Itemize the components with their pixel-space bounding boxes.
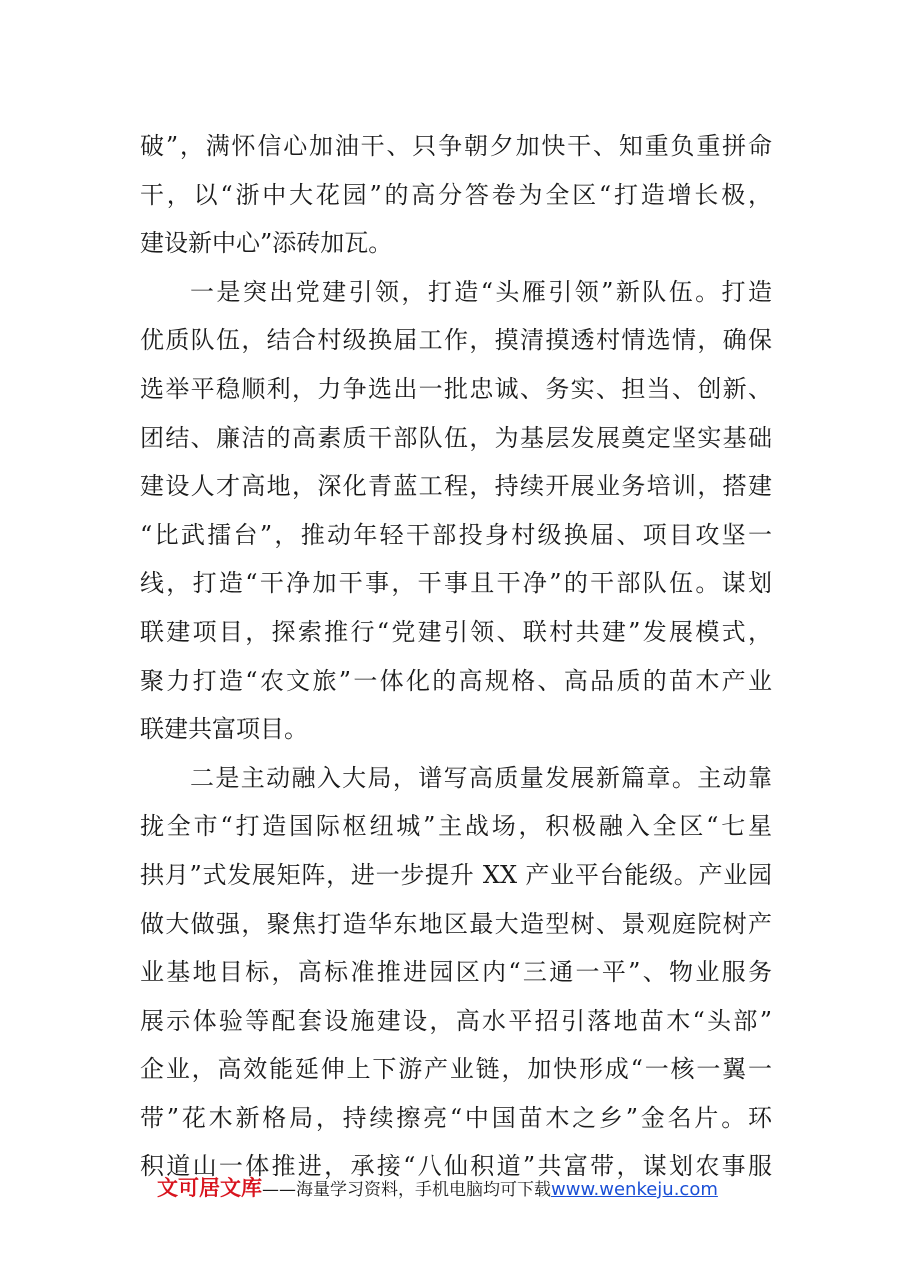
text-line: “比武擂台”，推动年轻干部投身村级换届、项目攻坚一 xyxy=(140,520,772,549)
text-line: 线，打造“干净加干事，干事且干净”的干部队伍。谋划 xyxy=(140,569,772,598)
footer-banner xyxy=(157,1173,718,1203)
text-line: 展示体验等配套设施建设，高水平招引落地苗木“头部” xyxy=(140,1006,772,1035)
text-line: 建设新中心”添砖加瓦。 xyxy=(140,229,393,258)
text-line: 建设人才高地，深化青蓝工程，持续开展业务培训，搭建 xyxy=(140,472,772,501)
text-line: 拢全市“打造国际枢纽城”主战场，积极融入全区“七星 xyxy=(140,812,772,841)
text-line: 选举平稳顺利，力争选出一批忠诚、务实、担当、创新、 xyxy=(140,374,772,403)
text-line: 做大做强，聚焦打造华东地区最大造型树、景观庭院树产 xyxy=(140,909,772,938)
footer-brand: 文可居文库 xyxy=(157,1176,262,1200)
footer-slogan: ——海量学习资料，手机电脑均可下载 xyxy=(262,1180,551,1200)
text-line: 业基地目标，高标准推进园区内“三通一平”、物业服务 xyxy=(140,958,772,987)
text-line: 企业，高效能延伸上下游产业链，加快形成“一核一翼一 xyxy=(140,1055,772,1084)
text-line: 干，以“浙中大花园”的高分答卷为全区“打造增长极， xyxy=(140,180,772,209)
text-line: 团结、廉洁的高素质干部队伍，为基层发展奠定坚实基础 xyxy=(140,423,772,452)
text-line: 破”，满怀信心加油干、只争朝夕加快干、知重负重拼命 xyxy=(140,132,772,160)
document-body xyxy=(140,122,772,1191)
text-line: 积道山一体推进，承接“八仙积道”共富带，谋划农事服 xyxy=(140,1152,772,1181)
text-line: 聚力打造“农文旅”一体化的高规格、高品质的苗木产业 xyxy=(140,666,772,695)
footer-site-link[interactable]: www.wenkeju.com xyxy=(551,1179,718,1200)
text-line: 二是主动融入大局，谱写高质量发展新篇章。主动靠 xyxy=(190,763,772,792)
text-line: 联建项目，探索推行“党建引领、联村共建”发展模式， xyxy=(140,617,772,646)
text-line: 优质队伍，结合村级换届工作，摸清摸透村情选情，确保 xyxy=(140,326,772,355)
text-line: 带”花木新格局，持续擦亮“中国苗木之乡”金名片。环 xyxy=(140,1103,772,1132)
text-line: 拱月”式发展矩阵，进一步提升 XX 产业平台能级。产业园 xyxy=(140,860,772,889)
text-line: 联建共富项目。 xyxy=(140,715,308,744)
text-line: 一是突出党建引领，打造“头雁引领”新队伍。打造 xyxy=(190,277,772,306)
